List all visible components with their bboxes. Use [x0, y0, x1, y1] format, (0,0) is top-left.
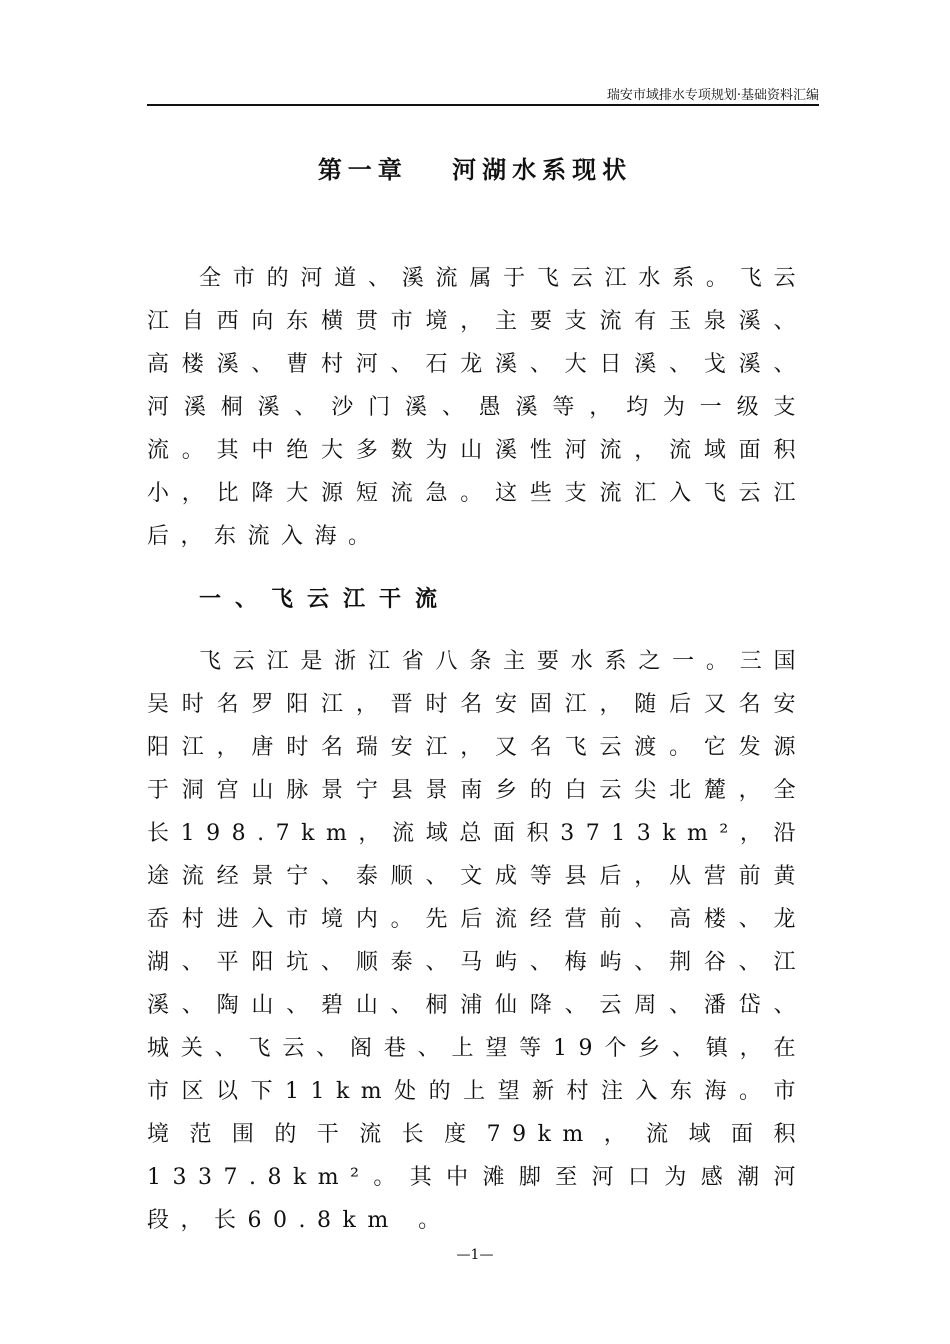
- header-title: 瑞安市域排水专项规划·基础资料汇编: [606, 88, 819, 103]
- page-number: —1—: [456, 1247, 494, 1263]
- intro-paragraph: 全市的河道、溪流属于飞云江水系。飞云江自西向东横贯市境，主要支流有玉泉溪、高楼溪、曹村河、石龙溪、大日溪、戈溪、河溪桐溪、沙门溪、愚溪等，均为一级支流。其中绝大多数为山溪性河流，流域面积小，比降大源短流急。这些支流汇入飞云江后，东流入海。: [147, 266, 807, 549]
- chapter-title: 第一章 河湖水系现状: [317, 156, 633, 184]
- section-paragraph: 飞云江是浙江省八条主要水系之一。三国吴时名罗阳江，晋时名安固江，随后又名安阳江，唐时名瑞安江，又名飞云渡。它发源于洞宫山脉景宁县景南乡的白云尖北麓，全长198.7km，流域总面积3713km²，沿途流经景宁、泰顺、文成等县后，从营前黄岙村进入市境内。先后流经营前、高楼、龙湖、平阳坑、顺泰、马屿、梅屿、荆谷、江溪、陶山、碧山、桐浦仙降、云周、潘岱、城关、飞云、阁巷、上望等19个乡、镇，在市区以下11km处的上望新村注入东海。市境范围的干流长度79km，流域面积1337.8km²。其中滩脚至河口为感潮河段，长60.8km 。: [147, 649, 807, 1233]
- page-header: [147, 82, 819, 106]
- section-title: 一、飞云江干流: [199, 587, 452, 612]
